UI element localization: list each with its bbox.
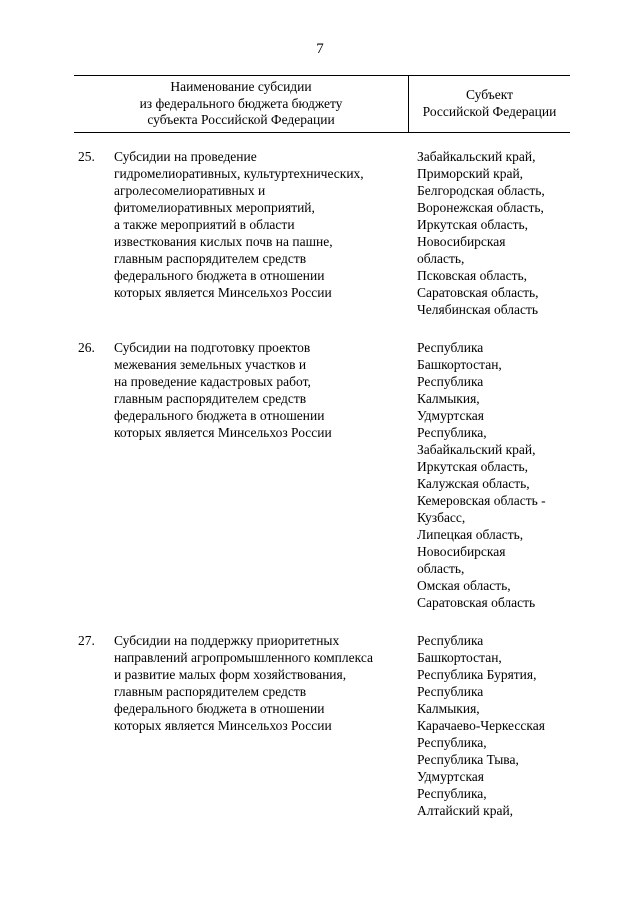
row-subsidy-name — [114, 632, 404, 734]
row-name-line: Субсидии на проведение — [114, 149, 257, 164]
row-subject-line: Республика, — [417, 786, 487, 801]
row-name-line: фитомелиоративных мероприятий, — [114, 200, 315, 215]
row-name-line: гидромелиоративных, культуртехнических, — [114, 166, 364, 181]
row-subject-line: Челябинская область — [417, 302, 539, 317]
row-subjects — [417, 148, 577, 318]
row-name-line: на проведение кадастровых работ, — [114, 374, 311, 389]
row-subject-line: Башкортостан, — [417, 650, 502, 665]
row-name-line: направлений агропромышленного комплекса — [114, 650, 373, 665]
row-name-line: известкования кислых почв на пашне, — [114, 234, 333, 249]
row-subsidy-name — [114, 148, 404, 301]
row-subject-line: Калужская область, — [417, 476, 530, 491]
row-name-line: которых является Минсельхоз России — [114, 425, 332, 440]
row-subject-line: Удмуртская — [417, 769, 485, 784]
row-subject-line: Новосибирская — [417, 234, 506, 249]
row-name-line: федерального бюджета в отношении — [114, 268, 325, 283]
header-subsidy-name-line: из федерального бюджета бюджету — [139, 95, 343, 111]
row-subject-line: Белгородская область, — [417, 183, 545, 198]
row-subject-line: Воронежская область, — [417, 200, 544, 215]
row-number: 26. — [78, 340, 95, 355]
row-subject-line: Приморский край, — [417, 166, 524, 181]
row-subject-line: Саратовская область, — [417, 285, 539, 300]
row-subject-line: Забайкальский край, — [417, 442, 536, 457]
row-subject-line: Новосибирская — [417, 544, 506, 559]
header-subsidy-name — [74, 79, 408, 129]
row-subject-line: Калмыкия, — [417, 391, 480, 406]
row-name-line: главным распорядителем средств — [114, 391, 307, 406]
row-name-line: Субсидии на поддержку приоритетных — [114, 633, 340, 648]
row-subject-line: Липецкая область, — [417, 527, 524, 542]
row-name-line: а также мероприятий в области — [114, 217, 295, 232]
row-subject-line: Республика, — [417, 735, 487, 750]
row-name-line: агролесомелиоративных и — [114, 183, 266, 198]
row-name-line: Субсидии на подготовку проектов — [114, 340, 311, 355]
row-subjects — [417, 632, 577, 819]
header-subject-line: Субъект — [465, 87, 514, 102]
row-subject-line: Республика, — [417, 425, 487, 440]
row-subject-line: Забайкальский край, — [417, 149, 536, 164]
row-subject-line: Республика Бурятия, — [417, 667, 537, 682]
row-subject-line: Республика — [417, 374, 484, 389]
table-top-rule — [74, 75, 570, 76]
header-subsidy-name-line: субъекта Российской Федерации — [147, 112, 335, 127]
row-subjects — [417, 339, 577, 611]
row-subject-line: Башкортостан, — [417, 357, 502, 372]
row-subject-line: Карачаево-Черкесская — [417, 718, 545, 733]
row-subject-line: Алтайский край, — [417, 803, 514, 818]
row-subject-line: Саратовская область — [417, 595, 536, 610]
header-subject-line: Российской Федерации — [422, 103, 557, 119]
row-subject-line: область, — [417, 251, 465, 266]
row-subject-line: Республика — [417, 340, 484, 355]
row-subject-line: Иркутская область, — [417, 217, 529, 232]
row-subject-line: Республика — [417, 684, 484, 699]
header-subsidy-name-line: Наименование субсидии — [170, 79, 312, 94]
row-subject-line: область, — [417, 561, 465, 576]
row-subject-line: Республика Тыва, — [417, 752, 519, 767]
row-subject-line: Кузбасс, — [417, 510, 466, 525]
row-name-line: федерального бюджета в отношении — [114, 408, 325, 423]
row-number: 25. — [78, 149, 95, 164]
row-subject-line: Республика — [417, 633, 484, 648]
row-subject-line: Псковская область, — [417, 268, 528, 283]
table-header-bottom-rule — [74, 132, 570, 133]
row-name-line: и развитие малых форм хозяйствования, — [114, 667, 347, 682]
row-name-line: главным распорядителем средств — [114, 684, 307, 699]
row-name-line: федерального бюджета в отношении — [114, 701, 325, 716]
row-name-line: главным распорядителем средств — [114, 251, 307, 266]
row-name-line: которых является Минсельхоз России — [114, 718, 332, 733]
row-name-line: которых является Минсельхоз России — [114, 285, 332, 300]
header-subject — [409, 87, 570, 120]
row-subject-line: Иркутская область, — [417, 459, 529, 474]
row-name-line: межевания земельных участков и — [114, 357, 307, 372]
row-subject-line: Кемеровская область - — [417, 493, 546, 508]
row-subject-line: Омская область, — [417, 578, 511, 593]
page-number: 7 — [316, 41, 324, 57]
row-subject-line: Калмыкия, — [417, 701, 480, 716]
row-subsidy-name — [114, 339, 404, 441]
row-number: 27. — [78, 633, 95, 648]
row-subject-line: Удмуртская — [417, 408, 485, 423]
